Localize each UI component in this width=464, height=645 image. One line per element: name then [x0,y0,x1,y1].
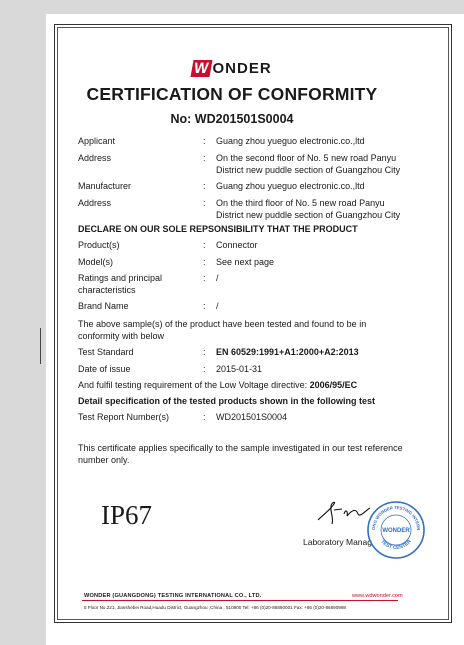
logo-mark: W [192,60,211,77]
product-label: Product(s) [78,240,120,250]
ratings-value: / [216,273,219,283]
footer-website: www.wdwonder.com [352,593,403,599]
colon: : [203,273,206,283]
colon: : [203,347,206,357]
address-line: On the third floor of No. 5 new road Panyu [216,198,385,208]
colon: : [203,364,206,374]
stamp-center-text: WONDER [382,528,410,534]
stamp-bottom-text: TEST CENTER [379,538,413,551]
date-of-issue-value: 2015-01-31 [216,364,263,374]
company-stamp [366,500,426,560]
tested-statement: conformity with below [78,331,165,341]
logo-text: ONDER [212,60,272,77]
ratings-label: Ratings and principal [78,273,163,283]
brand-label: Brand Name [78,301,129,311]
test-report-value: WD201501S0004 [216,412,288,422]
model-value: See next page [216,257,275,267]
detail-heading: Detail specification of the tested products shown in the following test [78,396,376,406]
lvd-directive: 2006/95/EC [309,380,358,390]
address-label: Address [78,198,112,208]
applicant-value: Guang zhou yueguo electronic.co.,ltd [216,136,365,146]
margin-mark [40,328,41,364]
stamp-top-text: ONG WONDER TESTING INTERN [370,504,422,531]
certificate-number: No: WD201501S0004 [170,112,294,126]
address-line: District new puddle section of Guangzhou City [216,165,401,175]
lvd-text: And fulfil testing requirement of the Low Voltage directive: [78,380,310,390]
applies-statement: This certificate applies specifically to the sample investigated in our test reference [78,443,403,453]
manufacturer-value: Guang zhou yueguo electronic.co.,ltd [216,181,365,191]
wonder-logo [0,60,464,77]
address-line: On the second floor of No. 5 new road Panyu [216,153,397,163]
tested-statement: The above sample(s) of the product have been tested and found to be in [78,319,367,329]
applicant-label: Applicant [78,136,116,146]
address-line: District new puddle section of Guangzhou City [216,210,401,220]
colon: : [203,136,206,146]
product-value: Connector [216,240,258,250]
document-title: CERTIFICATION OF CONFORMITY [86,84,378,104]
test-standard-value: EN 60529:1991+A1:2000+A2:2013 [216,347,359,357]
test-report-label: Test Report Number(s) [78,412,170,422]
colon: : [203,181,206,191]
manufacturer-label: Manufacturer [78,181,132,191]
colon: : [203,153,206,163]
test-standard-label: Test Standard [78,347,134,357]
model-label: Model(s) [78,257,114,267]
ratings-label: characteristics [78,285,136,295]
colon: : [203,240,206,250]
footer-address: 5 Floor No.221, Jianshebei Road,Huadu District, Guangzhou ,China . 510800 Tel: +86 (0)20-86890001 Fax: +86 (0)20-86890998 [84,605,346,610]
date-of-issue-label: Date of issue [78,364,131,374]
lvd-statement [78,379,357,391]
ip-rating: IP67 [101,500,153,530]
signature [314,496,374,532]
address-label: Address [78,153,112,163]
declare-heading: DECLARE ON OUR SOLE REPSONSIBILITY THAT THE PRODUCT [78,224,358,234]
colon: : [203,412,206,422]
colon: : [203,198,206,208]
brand-value: / [216,301,219,311]
footer-divider [82,600,398,601]
applies-statement: number only. [78,455,130,465]
colon: : [203,257,206,267]
lab-manager-label: Laboratory Manag [303,537,372,547]
colon: : [203,301,206,311]
footer-company: WONDER (GUANGDONG) TESTING INTERNATIONAL CO., LTD. [84,593,262,599]
